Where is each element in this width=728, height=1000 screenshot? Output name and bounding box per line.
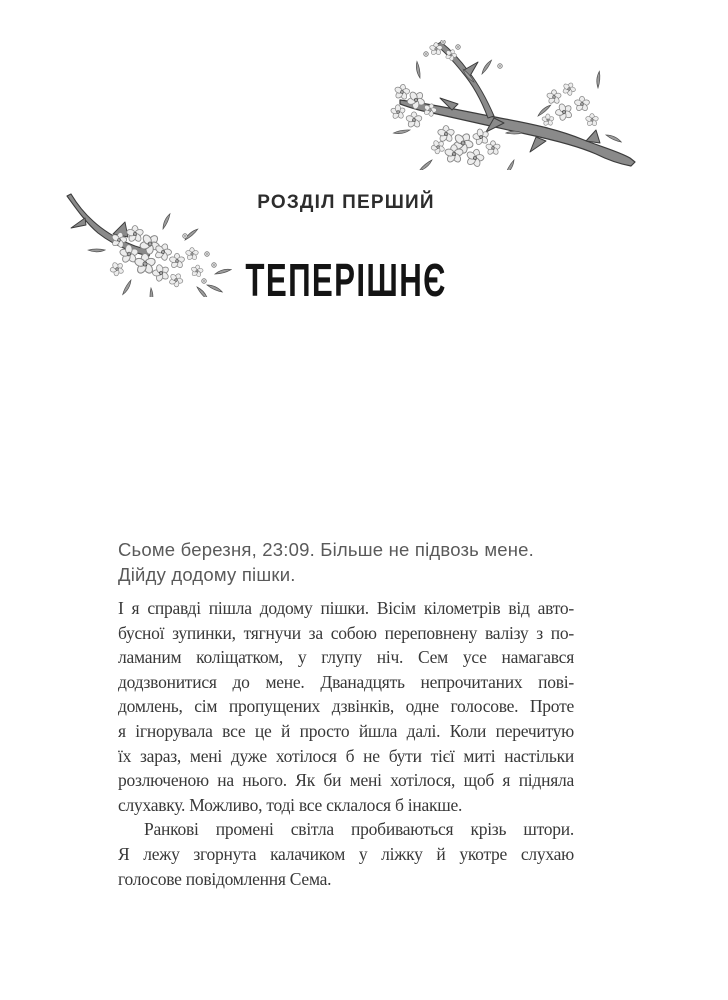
- text-line: Ранкові промені світла пробиваються крізь штори.: [144, 819, 574, 840]
- text-line: домлень, сім пропущених дзвінків, одне голосове. Проте: [118, 696, 574, 717]
- text-line: Дійду додому пішки.: [118, 563, 296, 585]
- text-line: ламаним коліщатком, у глупу ніч. Сем усе намагався: [118, 647, 574, 668]
- text-line: їх зараз, мені дуже хотілося б не бути тієї миті настільки: [118, 745, 574, 766]
- text-line: бусної зупинки, тягнучи за собою переповнену валізу з по-: [118, 622, 574, 643]
- epigraph: [118, 538, 588, 587]
- cherry-blossom-branch-top-right-icon: [388, 40, 640, 170]
- text-line: голосове повідомлення Сема.: [118, 868, 332, 889]
- chapter-title-text: ТЕПЕРІШНЄ: [245, 254, 447, 306]
- chapter-title: [118, 256, 574, 304]
- text-line: додзвонитися до мене. Дванадцять непрочитаних пові-: [118, 671, 574, 692]
- paragraph-2: [118, 817, 574, 891]
- text-line: розлюченою на нього. Як би мені хотілося, щоб я підняла: [118, 770, 574, 791]
- chapter-kicker: РОЗДІЛ ПЕРШИЙ: [257, 192, 435, 213]
- paragraph-1: [118, 596, 574, 817]
- text-line: Сьоме березня, 23:09. Більше не підвозь мене.: [118, 539, 534, 560]
- text-line: я ігнорувала все це й просто йшла далі. Коли перечитую: [118, 720, 574, 741]
- text-line: слухавку. Можливо, тоді все склалося б інакше.: [118, 794, 463, 815]
- text-line: Я лежу згорнута калачиком у ліжку й укотре слухаю: [118, 843, 574, 864]
- text-line: І я справді пішла додому пішки. Вісім кілометрів від авто-: [118, 598, 574, 618]
- body-text: [118, 596, 574, 891]
